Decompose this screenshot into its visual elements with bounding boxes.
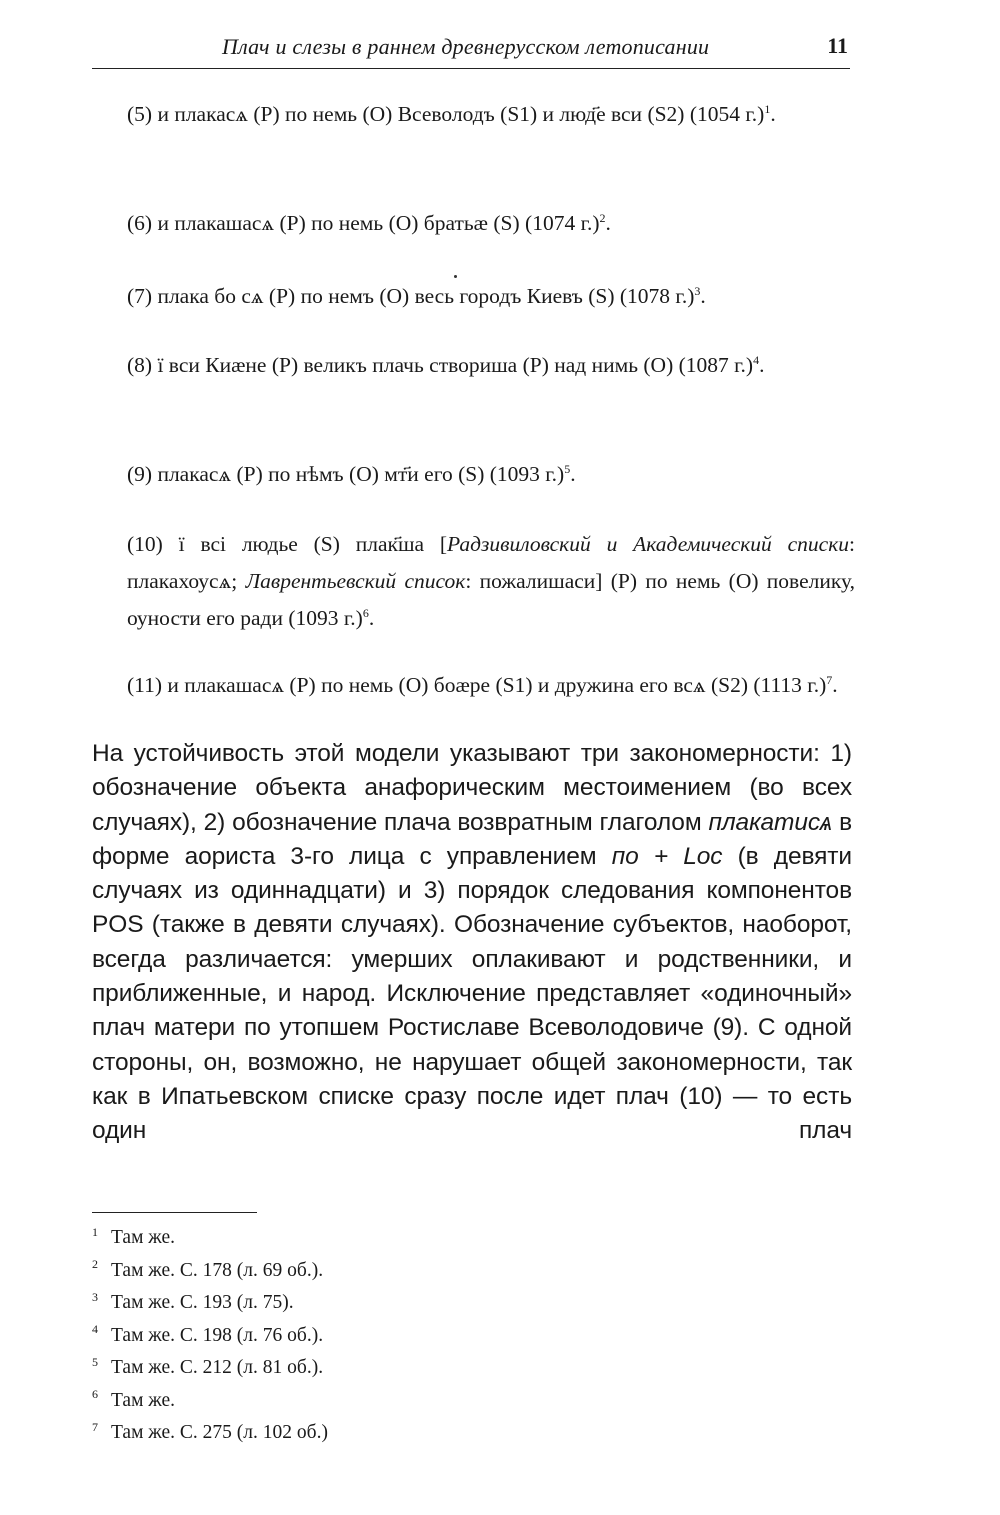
footnote-item: 1 Там же.: [92, 1224, 176, 1248]
footnote-item: 5 Там же. С. 212 (л. 81 об.).: [92, 1354, 324, 1378]
example-10: (10) ї всі людье (S) плак҃ша [Радзивиловский и Академический списки: плакахоусѧ; Лаврентьевский список: пожалишаси] (P) по немь (O) повелику, оуности его ради (1093 г.)$^6$.: [127, 532, 855, 630]
footnote-ref: 4: [753, 352, 760, 367]
example-8: (8) ї вси Киæне (P) великъ плачь створиша (P) над нимь (O) (1087 г.)$^4$.: [127, 352, 765, 377]
footnote-ref: 5: [564, 461, 571, 476]
footnote-item: 3 Там же. С. 193 (л. 75).: [92, 1289, 294, 1313]
running-title: Плач и слезы в раннем древнерусском летописании: [222, 34, 710, 59]
footnote-ref: 1: [764, 101, 771, 116]
example-5: (5) и плакасѧ (P) по немь (O) Всеволодъ (S1) и люд҃е вси (S2) (1054 г.)$^1$.: [127, 101, 776, 126]
example-7: (7) плака бо сѧ (P) по немъ (O) весь городъ Киевъ (S) (1078 г.)$^3$.: [127, 283, 706, 308]
running-header: [92, 30, 850, 69]
footnote-ref: 2: [599, 210, 606, 225]
footnote-item: 7 Там же. С. 275 (л. 102 об.): [92, 1419, 328, 1443]
footnote-ref: 6: [362, 605, 369, 620]
footnote-item: 2 Там же. С. 178 (л. 69 об.).: [92, 1257, 324, 1281]
example-6: (6) и плакашасѧ (P) по немь (O) братьæ (S) (1074 г.)$^2$.: [127, 210, 611, 235]
footnote-ref: 7: [826, 672, 833, 687]
example-11: (11) и плакашасѧ (P) по немь (O) боæре (S1) и дружина его всѧ (S2) (1113 г.)$^7$.: [127, 672, 838, 697]
footnote-item: 6 Там же.: [92, 1387, 176, 1411]
body-paragraph: На устойчивость этой модели указывают три закономерности: 1) обозначение объекта анафорическим местоимением (во всех случаях), 2) обозначение плача возвратным глаголом плакатисѧ в форме аориста 3-го лица с управлением по + Loc (в девяти случаях из одиннадцати) и 3) порядок следования компонентов POS (также в девяти случаях). Обозначение субъектов, наоборот, всегда различается: умерших оплакивают и родственники, и приближенные, и народ. Исключение представляет «одиночный» плач матери по утопшем Ростиславе Всеволодовиче (9). С одной стороны, он, возможно, не нарушает общей закономерности, так как в Ипатьевском списке сразу после идет плач (10) — то есть один плач: [92, 740, 853, 1145]
footnote-item: 4 Там же. С. 198 (л. 76 об.).: [92, 1322, 324, 1346]
page-number: 11: [827, 33, 848, 58]
footnote-divider: [92, 1212, 257, 1213]
example-9: (9) плакасѧ (P) по нѣмъ (O) мт҃и его (S) (1093 г.)$^5$.: [127, 461, 576, 486]
footnotes: [92, 1222, 592, 1450]
footnote-ref: 3: [694, 283, 701, 298]
